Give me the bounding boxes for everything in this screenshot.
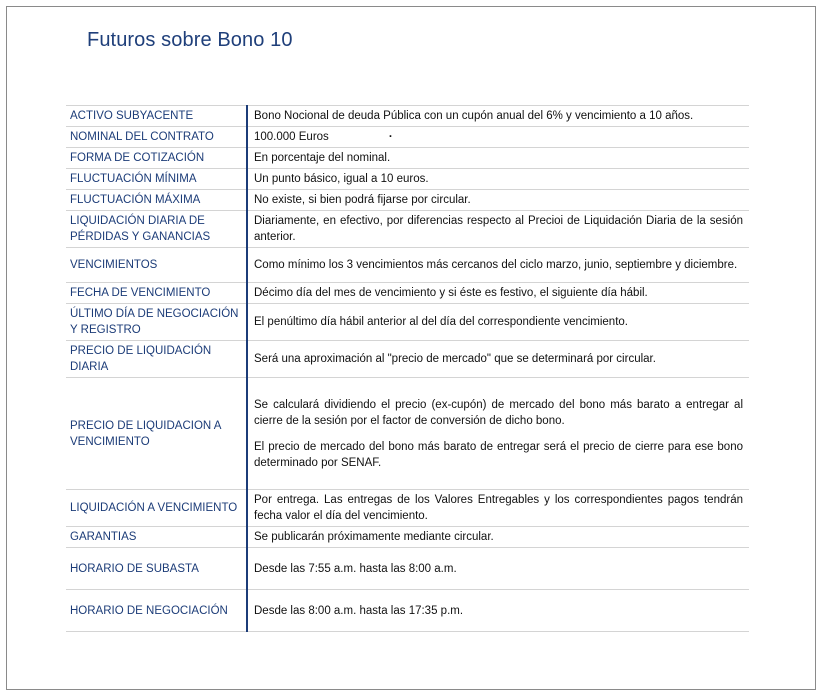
table-row [66, 527, 749, 548]
table-row [66, 378, 749, 490]
spec-label: PRECIO DE LIQUIDACION A VENCIMIENTO [66, 378, 247, 490]
spec-value-paragraph [254, 171, 743, 187]
spec-value-paragraph [254, 529, 743, 545]
spec-value [247, 527, 749, 548]
contract-specs-table [66, 105, 749, 632]
spec-value-text: Diariamente, en efectivo, por diferencias respecto al Precioi de Liquidación Diaria de la sesión anterior. [254, 215, 743, 243]
table-row [66, 190, 749, 211]
spec-value-paragraph [254, 285, 743, 301]
spec-label: PRECIO DE LIQUIDACIÓN DIARIA [66, 341, 247, 378]
spec-value-paragraph [254, 351, 743, 367]
spec-value [247, 211, 749, 248]
spec-value-paragraph [254, 397, 743, 429]
spec-value-text: Se calculará dividiendo el precio (ex-cupón) de mercado del bono más barato a entregar al cierre de la sesión por el factor de conversión de dicho bono. [254, 398, 743, 427]
spec-value-text: Se publicarán próximamente mediante circular. [254, 531, 494, 543]
spec-value-text: Bono Nocional de deuda Pública con un cupón anual del 6% y vencimiento a 10 años. [254, 110, 694, 122]
spec-value [247, 548, 749, 590]
spec-value-text: Décimo día del mes de vencimiento y si éste es festivo, el siguiente día hábil. [254, 287, 648, 299]
spec-value-paragraph [254, 192, 743, 208]
spec-value [247, 148, 749, 169]
spec-value [247, 378, 749, 490]
spec-label: HORARIO DE SUBASTA [66, 548, 247, 590]
spec-value-paragraph [254, 108, 743, 124]
table-row [66, 169, 749, 190]
spec-label: ACTIVO SUBYACENTE [66, 106, 247, 127]
spec-value-paragraph [254, 213, 743, 245]
spec-label: GARANTIAS [66, 527, 247, 548]
spec-value [247, 190, 749, 211]
spec-value-text: Será una aproximación al "precio de mercado" que se determinará por circular. [254, 353, 656, 365]
spec-value-paragraph [254, 314, 743, 330]
spec-label: NOMINAL DEL CONTRATO [66, 127, 247, 148]
spec-label: ÚLTIMO DÍA DE NEGOCIACIÓN Y REGISTRO [66, 304, 247, 341]
spec-value-text: El precio de mercado del bono más barato de entregar será el precio de cierre para ese bono determinado por SENAF. [254, 440, 743, 469]
table-row [66, 248, 749, 283]
spec-value-text: El penúltimo día hábil anterior al del día del correspondiente vencimiento. [254, 316, 628, 328]
spec-value-text: En porcentaje del nominal. [254, 152, 391, 164]
page-title: Futuros sobre Bono 10 [87, 29, 293, 51]
spec-value-paragraph [254, 257, 743, 273]
table-row [66, 490, 749, 527]
spec-value-paragraph [254, 129, 743, 145]
spec-value [247, 304, 749, 341]
spec-value-text: 100.000 Euros [254, 131, 329, 143]
spec-label: VENCIMIENTOS [66, 248, 247, 283]
spec-value-paragraph [254, 492, 743, 524]
spec-value [247, 127, 749, 148]
spec-label: LIQUIDACIÓN A VENCIMIENTO [66, 490, 247, 527]
table-row [66, 106, 749, 127]
spec-label: FLUCTUACIÓN MÍNIMA [66, 169, 247, 190]
spec-value [247, 248, 749, 283]
spec-value-text: Desde las 8:00 a.m. hasta las 17:35 p.m. [254, 604, 464, 617]
spec-value [247, 341, 749, 378]
spec-value-text: No existe, si bien podrá fijarse por circular. [254, 194, 471, 206]
spec-value-text: Desde las 7:55 a.m. hasta las 8:00 a.m. [254, 562, 457, 575]
spec-label: FECHA DE VENCIMIENTO [66, 283, 247, 304]
spec-value-text: Por entrega. Las entregas de los Valores Entregables y los correspondientes pagos tendrán fecha valor el día del vencimiento. [254, 494, 743, 522]
spec-value-paragraph [254, 561, 743, 577]
document-frame [6, 6, 816, 690]
spec-value [247, 169, 749, 190]
spec-value-paragraph [254, 150, 743, 166]
spec-value-text: Como mínimo los 3 vencimientos más cercanos del ciclo marzo, junio, septiembre y diciembre. [254, 259, 738, 271]
table-row [66, 590, 749, 632]
spec-label: FLUCTUACIÓN MÁXIMA [66, 190, 247, 211]
table-row [66, 283, 749, 304]
spec-value [247, 590, 749, 632]
table-row [66, 211, 749, 248]
spec-value-text: Un punto básico, igual a 10 euros. [254, 173, 429, 185]
spec-value [247, 283, 749, 304]
spec-label: HORARIO DE NEGOCIACIÓN [66, 590, 247, 632]
stray-dot-mark: · [388, 131, 393, 143]
spec-label: LIQUIDACIÓN DIARIA DE PÉRDIDAS Y GANANCIAS [66, 211, 247, 248]
spec-value [247, 106, 749, 127]
table-row [66, 548, 749, 590]
table-row [66, 127, 749, 148]
spec-label: FORMA DE COTIZACIÓN [66, 148, 247, 169]
spec-value-paragraph [254, 439, 743, 471]
table-row [66, 341, 749, 378]
spec-value-paragraph [254, 603, 743, 619]
spec-value [247, 490, 749, 527]
table-row [66, 148, 749, 169]
table-row [66, 304, 749, 341]
